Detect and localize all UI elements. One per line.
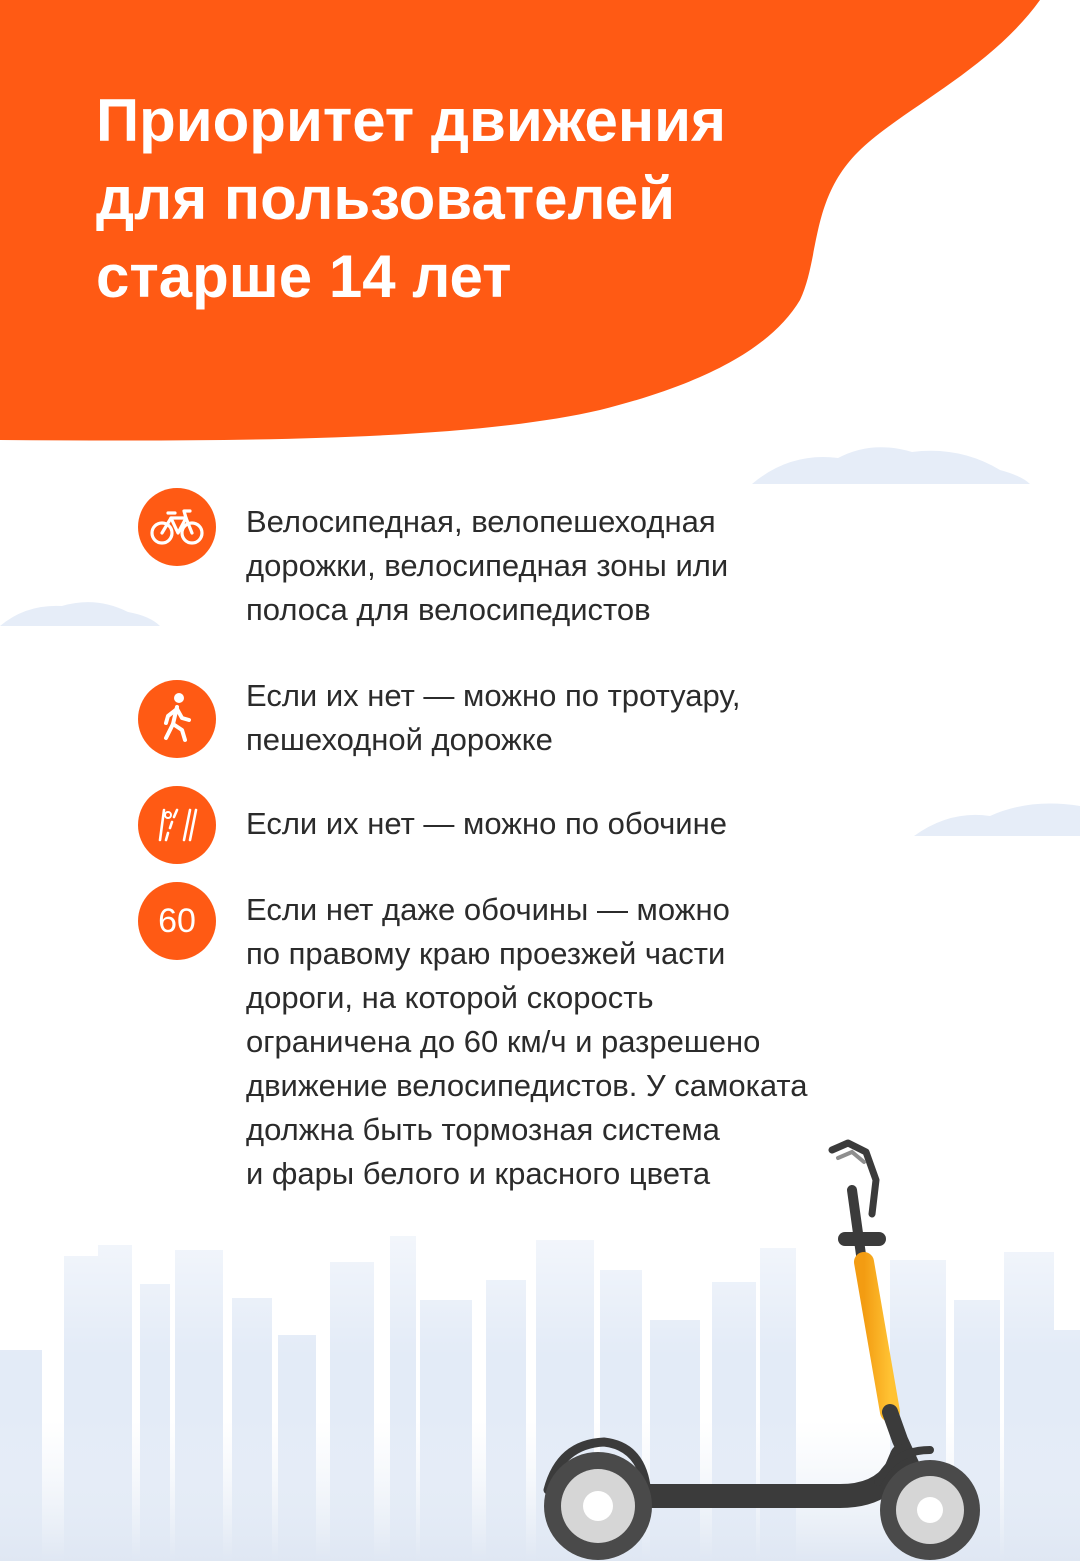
rule-text-line: и фары белого и красного цвета <box>246 1156 711 1191</box>
rule-text <box>246 674 926 762</box>
speed-limit-value: 60 <box>158 902 196 940</box>
rule-text-line: ограничена до 60 км/ч и разрешено <box>246 1024 761 1059</box>
rule-text-line: пешеходной дорожке <box>246 722 553 757</box>
title-line: Приоритет движения <box>96 87 726 154</box>
rule-text-line: Если их нет — можно по обочине <box>246 806 727 841</box>
rule-text-line: Если нет даже обочины — можно <box>246 892 730 927</box>
rule-text-line: полоса для велосипедистов <box>246 592 651 627</box>
bicycle-icon <box>138 488 216 566</box>
rule-text-line: дороги, на которой скорость <box>246 980 654 1015</box>
rule-text-line: Если их нет — можно по тротуару, <box>246 678 741 713</box>
pedestrian-icon <box>138 680 216 758</box>
rule-text-line: должна быть тормозная система <box>246 1112 720 1147</box>
page-title <box>96 82 816 316</box>
title-line: для пользователей <box>96 165 676 232</box>
title-line: старше 14 лет <box>96 243 512 310</box>
rule-text-line: движение велосипедистов. У самоката <box>246 1068 808 1103</box>
rule-text-line: дорожки, велосипедная зоны или <box>246 548 729 583</box>
rule-text-line: Велосипедная, велопешеходная <box>246 504 716 539</box>
road-shoulder-icon <box>138 786 216 864</box>
rule-text <box>246 802 926 846</box>
speed-limit-icon <box>138 882 216 960</box>
rule-text <box>246 500 926 632</box>
rule-text <box>246 888 926 1196</box>
rule-text-line: по правому краю проезжей части <box>246 936 726 971</box>
